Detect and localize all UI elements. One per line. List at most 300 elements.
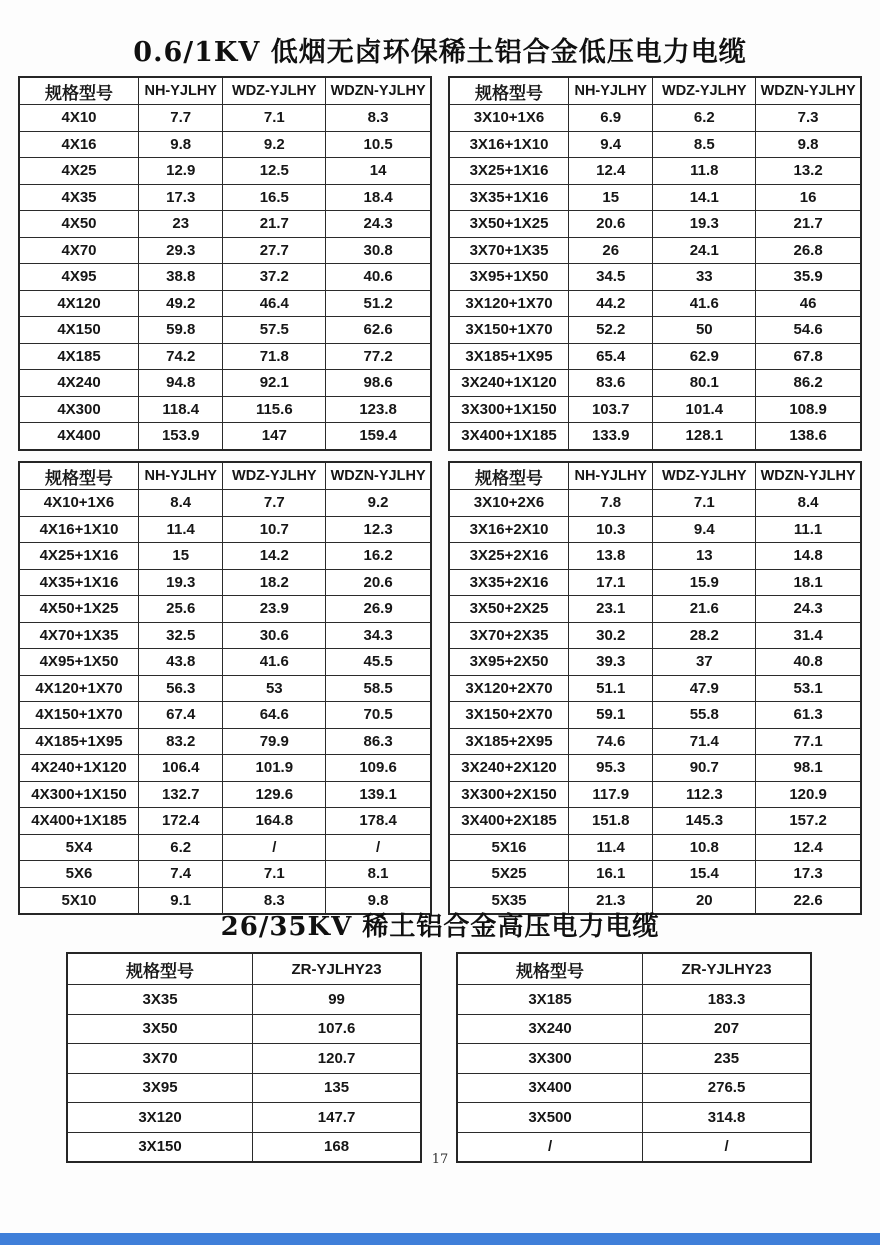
value-cell: 178.4 — [326, 808, 431, 835]
spec-cell: 4X35 — [19, 184, 139, 211]
spec-cell: 3X35+2X16 — [449, 569, 569, 596]
value-cell: 18.1 — [756, 569, 861, 596]
spec-cell: 5X4 — [19, 834, 139, 861]
hv-table-right — [456, 952, 812, 1163]
value-cell: 67.4 — [139, 702, 223, 729]
table-row — [19, 755, 431, 782]
spec-cell: 3X70+2X35 — [449, 622, 569, 649]
value-cell: 207 — [643, 1014, 811, 1044]
value-cell: 10.5 — [326, 131, 431, 158]
value-cell: 9.8 — [326, 887, 431, 914]
value-cell: 6.2 — [653, 105, 756, 132]
value-cell: 11.4 — [139, 516, 223, 543]
spec-column-header: 规格型号 — [19, 462, 139, 490]
value-cell: 106.4 — [139, 755, 223, 782]
value-cell: 11.1 — [756, 516, 861, 543]
value-cell: 112.3 — [653, 781, 756, 808]
value-cell: 9.4 — [653, 516, 756, 543]
table-row — [449, 781, 861, 808]
value-cell: 26 — [569, 237, 653, 264]
spec-cell: 4X25 — [19, 158, 139, 185]
spec-cell: 3X95+2X50 — [449, 649, 569, 676]
spec-cell: 3X400+1X185 — [449, 423, 569, 450]
value-cell: 62.9 — [653, 343, 756, 370]
table-row — [19, 211, 431, 238]
table-row — [449, 237, 861, 264]
table-row — [449, 131, 861, 158]
value-cell: 15 — [569, 184, 653, 211]
value-cell: 15.9 — [653, 569, 756, 596]
table-row — [19, 105, 431, 132]
model-column-header: ZR-YJLHY23 — [253, 953, 421, 985]
value-cell: 79.9 — [223, 728, 326, 755]
header-row — [457, 953, 811, 985]
spec-column-header: 规格型号 — [19, 77, 139, 105]
table-row — [449, 808, 861, 835]
value-cell: 103.7 — [569, 396, 653, 423]
header-row — [67, 953, 421, 985]
table-row — [457, 1044, 811, 1074]
spec-cell: 3X16+2X10 — [449, 516, 569, 543]
value-cell: 8.4 — [756, 490, 861, 517]
value-cell: 24.1 — [653, 237, 756, 264]
value-cell: 13.8 — [569, 543, 653, 570]
value-cell: 15 — [139, 543, 223, 570]
spec-cell: 3X185+2X95 — [449, 728, 569, 755]
value-cell: 38.8 — [139, 264, 223, 291]
value-cell: 37.2 — [223, 264, 326, 291]
value-cell: 117.9 — [569, 781, 653, 808]
spec-cell: 4X95 — [19, 264, 139, 291]
table-row — [19, 237, 431, 264]
value-cell: 7.1 — [223, 861, 326, 888]
value-cell: 14 — [326, 158, 431, 185]
model-column-header: WDZ-YJLHY — [223, 77, 326, 105]
value-cell: 138.6 — [756, 423, 861, 450]
page-number: 17 — [431, 1152, 449, 1167]
value-cell: 10.3 — [569, 516, 653, 543]
value-cell: 164.8 — [223, 808, 326, 835]
value-cell: 90.7 — [653, 755, 756, 782]
spec-cell: 3X300+2X150 — [449, 781, 569, 808]
spec-cell: 3X25+1X16 — [449, 158, 569, 185]
table-row — [19, 158, 431, 185]
header-row — [449, 77, 861, 105]
value-cell: 14.8 — [756, 543, 861, 570]
header-row — [19, 77, 431, 105]
model-column-header: WDZN-YJLHY — [756, 77, 861, 105]
spec-cell: 3X50+1X25 — [449, 211, 569, 238]
spec-cell: 4X25+1X16 — [19, 543, 139, 570]
value-cell: 128.1 — [653, 423, 756, 450]
value-cell: 8.4 — [139, 490, 223, 517]
table-row — [67, 985, 421, 1015]
value-cell: 80.1 — [653, 370, 756, 397]
spec-cell: 3X185+1X95 — [449, 343, 569, 370]
value-cell: 98.1 — [756, 755, 861, 782]
value-cell: 108.9 — [756, 396, 861, 423]
spec-cell: 3X240+1X120 — [449, 370, 569, 397]
model-column-header: NH-YJLHY — [139, 462, 223, 490]
table-row — [67, 1044, 421, 1074]
spec-cell: 3X70 — [67, 1044, 253, 1074]
table-row — [449, 834, 861, 861]
table-row — [449, 675, 861, 702]
value-cell: 44.2 — [569, 290, 653, 317]
value-cell: 46.4 — [223, 290, 326, 317]
spec-cell: 4X120 — [19, 290, 139, 317]
value-cell: 92.1 — [223, 370, 326, 397]
value-cell: 51.2 — [326, 290, 431, 317]
spec-cell: 4X150+1X70 — [19, 702, 139, 729]
value-cell: 34.5 — [569, 264, 653, 291]
table-row — [19, 264, 431, 291]
model-column-header: NH-YJLHY — [569, 462, 653, 490]
value-cell: 7.4 — [139, 861, 223, 888]
value-cell: 59.1 — [569, 702, 653, 729]
spec-cell: 4X16+1X10 — [19, 516, 139, 543]
table-row — [457, 985, 811, 1015]
table-row — [449, 396, 861, 423]
value-cell: 8.3 — [223, 887, 326, 914]
value-cell: 61.3 — [756, 702, 861, 729]
table-row — [67, 1073, 421, 1103]
spec-column-header: 规格型号 — [449, 462, 569, 490]
spec-cell: 4X240+1X120 — [19, 755, 139, 782]
spec-cell: 3X25+2X16 — [449, 543, 569, 570]
value-cell: 23.9 — [223, 596, 326, 623]
table-row — [19, 702, 431, 729]
value-cell: 9.2 — [223, 131, 326, 158]
spec-cell: 3X10+2X6 — [449, 490, 569, 517]
table-row — [19, 728, 431, 755]
value-cell: 183.3 — [643, 985, 811, 1015]
value-cell: 74.2 — [139, 343, 223, 370]
value-cell: 147 — [223, 423, 326, 450]
value-cell: 18.2 — [223, 569, 326, 596]
value-cell: 55.8 — [653, 702, 756, 729]
spec-cell: 3X35+1X16 — [449, 184, 569, 211]
value-cell: 14.2 — [223, 543, 326, 570]
value-cell: 157.2 — [756, 808, 861, 835]
spec-cell: 3X95+1X50 — [449, 264, 569, 291]
value-cell: / — [223, 834, 326, 861]
value-cell: 12.3 — [326, 516, 431, 543]
table-row — [449, 211, 861, 238]
table-row — [449, 343, 861, 370]
table-row — [449, 702, 861, 729]
value-cell: 23.1 — [569, 596, 653, 623]
value-cell: 53.1 — [756, 675, 861, 702]
value-cell: 120.9 — [756, 781, 861, 808]
table-row — [19, 543, 431, 570]
table-row — [19, 396, 431, 423]
spec-cell: 3X50 — [67, 1014, 253, 1044]
value-cell: 99 — [253, 985, 421, 1015]
value-cell: 20.6 — [569, 211, 653, 238]
table-row — [449, 543, 861, 570]
value-cell: 17.3 — [139, 184, 223, 211]
value-cell: 83.2 — [139, 728, 223, 755]
value-cell: 17.3 — [756, 861, 861, 888]
value-cell: 8.1 — [326, 861, 431, 888]
value-cell: 34.3 — [326, 622, 431, 649]
spec-cell: 4X10 — [19, 105, 139, 132]
spec-cell: 4X300+1X150 — [19, 781, 139, 808]
table-row — [19, 781, 431, 808]
spec-cell: 4X400+1X185 — [19, 808, 139, 835]
value-cell: 7.3 — [756, 105, 861, 132]
spec-cell: 3X50+2X25 — [449, 596, 569, 623]
value-cell: 24.3 — [756, 596, 861, 623]
value-cell: 30.2 — [569, 622, 653, 649]
model-column-header: NH-YJLHY — [139, 77, 223, 105]
value-cell: 12.9 — [139, 158, 223, 185]
spec-column-header: 规格型号 — [457, 953, 643, 985]
value-cell: 7.7 — [139, 105, 223, 132]
spec-cell: 4X95+1X50 — [19, 649, 139, 676]
value-cell: 123.8 — [326, 396, 431, 423]
table-row — [449, 290, 861, 317]
value-cell: 107.6 — [253, 1014, 421, 1044]
table-row — [457, 1014, 811, 1044]
value-cell: 39.3 — [569, 649, 653, 676]
low-voltage-section-title: 0.6/1KV 低烟无卤环保稀土铝合金低压电力电缆 — [133, 37, 747, 68]
value-cell: 57.5 — [223, 317, 326, 344]
table-row — [19, 622, 431, 649]
spec-cell: 3X120 — [67, 1103, 253, 1133]
spec-cell: 3X150+2X70 — [449, 702, 569, 729]
spec-cell: 4X50+1X25 — [19, 596, 139, 623]
value-cell: 40.6 — [326, 264, 431, 291]
value-cell: 35.9 — [756, 264, 861, 291]
bottom-accent-bar — [0, 1233, 880, 1245]
value-cell: 7.8 — [569, 490, 653, 517]
spec-cell: 3X300+1X150 — [449, 396, 569, 423]
spec-cell: 3X240 — [457, 1014, 643, 1044]
value-cell: 49.2 — [139, 290, 223, 317]
spec-cell: / — [457, 1132, 643, 1162]
value-cell: 151.8 — [569, 808, 653, 835]
value-cell: 41.6 — [653, 290, 756, 317]
spec-cell: 3X400 — [457, 1073, 643, 1103]
model-column-header: WDZN-YJLHY — [756, 462, 861, 490]
table-row — [67, 1014, 421, 1044]
value-cell: 8.3 — [326, 105, 431, 132]
value-cell: 21.7 — [223, 211, 326, 238]
value-cell: 139.1 — [326, 781, 431, 808]
value-cell: 168 — [253, 1132, 421, 1162]
value-cell: 276.5 — [643, 1073, 811, 1103]
value-cell: 132.7 — [139, 781, 223, 808]
spec-cell: 4X120+1X70 — [19, 675, 139, 702]
table-row — [449, 317, 861, 344]
value-cell: 17.1 — [569, 569, 653, 596]
table-row — [19, 675, 431, 702]
table-row — [19, 569, 431, 596]
value-cell: 41.6 — [223, 649, 326, 676]
table-row — [449, 264, 861, 291]
value-cell: 23 — [139, 211, 223, 238]
spec-cell: 4X185+1X95 — [19, 728, 139, 755]
value-cell: 74.6 — [569, 728, 653, 755]
spec-cell: 3X300 — [457, 1044, 643, 1074]
spec-column-header: 规格型号 — [449, 77, 569, 105]
value-cell: 71.4 — [653, 728, 756, 755]
value-cell: 46 — [756, 290, 861, 317]
value-cell: 9.2 — [326, 490, 431, 517]
model-column-header: WDZ-YJLHY — [653, 77, 756, 105]
value-cell: 27.7 — [223, 237, 326, 264]
value-cell: 9.8 — [756, 131, 861, 158]
value-cell: 11.8 — [653, 158, 756, 185]
value-cell: 7.1 — [653, 490, 756, 517]
value-cell: 8.5 — [653, 131, 756, 158]
spec-cell: 4X150 — [19, 317, 139, 344]
table-row — [449, 423, 861, 450]
value-cell: 20 — [653, 887, 756, 914]
spec-cell: 4X16 — [19, 131, 139, 158]
value-cell: 62.6 — [326, 317, 431, 344]
header-row — [19, 462, 431, 490]
hv-table-left — [66, 952, 422, 1163]
table-row — [19, 649, 431, 676]
value-cell: 120.7 — [253, 1044, 421, 1074]
value-cell: 13.2 — [756, 158, 861, 185]
value-cell: 25.6 — [139, 596, 223, 623]
value-cell: 101.9 — [223, 755, 326, 782]
value-cell: 9.1 — [139, 887, 223, 914]
table-row — [19, 834, 431, 861]
value-cell: 118.4 — [139, 396, 223, 423]
table-row — [19, 516, 431, 543]
table-row — [19, 343, 431, 370]
value-cell: 50 — [653, 317, 756, 344]
table-row — [449, 370, 861, 397]
value-cell: 52.2 — [569, 317, 653, 344]
spec-cell: 5X35 — [449, 887, 569, 914]
value-cell: 77.2 — [326, 343, 431, 370]
table-row — [449, 158, 861, 185]
value-cell: 6.9 — [569, 105, 653, 132]
spec-cell: 3X35 — [67, 985, 253, 1015]
value-cell: 47.9 — [653, 675, 756, 702]
value-cell: 86.2 — [756, 370, 861, 397]
value-cell: 26.8 — [756, 237, 861, 264]
high-voltage-section-title: 26/35KV 稀土铝合金高压电力电缆 — [220, 912, 660, 942]
value-cell: 29.3 — [139, 237, 223, 264]
spec-cell: 3X185 — [457, 985, 643, 1015]
value-cell: 19.3 — [653, 211, 756, 238]
value-cell: 129.6 — [223, 781, 326, 808]
table-row — [19, 290, 431, 317]
value-cell: 159.4 — [326, 423, 431, 450]
spec-cell: 4X70+1X35 — [19, 622, 139, 649]
table-row — [19, 596, 431, 623]
value-cell: 6.2 — [139, 834, 223, 861]
table-row — [19, 184, 431, 211]
table-row — [449, 516, 861, 543]
spec-cell: 3X16+1X10 — [449, 131, 569, 158]
value-cell: 7.7 — [223, 490, 326, 517]
value-cell: 109.6 — [326, 755, 431, 782]
value-cell: 19.3 — [139, 569, 223, 596]
value-cell: 86.3 — [326, 728, 431, 755]
value-cell: 37 — [653, 649, 756, 676]
value-cell: 43.8 — [139, 649, 223, 676]
value-cell: 16.5 — [223, 184, 326, 211]
value-cell: 314.8 — [643, 1103, 811, 1133]
value-cell: 31.4 — [756, 622, 861, 649]
value-cell: 9.4 — [569, 131, 653, 158]
spec-cell: 3X120+1X70 — [449, 290, 569, 317]
table-row — [19, 423, 431, 450]
value-cell: 21.6 — [653, 596, 756, 623]
value-cell: 135 — [253, 1073, 421, 1103]
value-cell: 30.6 — [223, 622, 326, 649]
value-cell: 15.4 — [653, 861, 756, 888]
value-cell: 12.4 — [569, 158, 653, 185]
spec-cell: 3X10+1X6 — [449, 105, 569, 132]
table-row — [19, 808, 431, 835]
value-cell: 11.4 — [569, 834, 653, 861]
lv-table-3plus1core — [448, 76, 862, 451]
value-cell: 172.4 — [139, 808, 223, 835]
model-column-header: NH-YJLHY — [569, 77, 653, 105]
table-row — [449, 490, 861, 517]
value-cell: 235 — [643, 1044, 811, 1074]
spec-cell: 5X16 — [449, 834, 569, 861]
table-row — [19, 317, 431, 344]
value-cell: 98.6 — [326, 370, 431, 397]
value-cell: 147.7 — [253, 1103, 421, 1133]
value-cell: 24.3 — [326, 211, 431, 238]
table-row — [19, 131, 431, 158]
value-cell: 12.4 — [756, 834, 861, 861]
model-column-header: WDZN-YJLHY — [326, 77, 431, 105]
model-column-header: WDZ-YJLHY — [223, 462, 326, 490]
value-cell: 40.8 — [756, 649, 861, 676]
model-column-header: ZR-YJLHY23 — [643, 953, 811, 985]
value-cell: 153.9 — [139, 423, 223, 450]
table-row — [449, 649, 861, 676]
value-cell: 77.1 — [756, 728, 861, 755]
header-row — [449, 462, 861, 490]
spec-cell: 3X95 — [67, 1073, 253, 1103]
value-cell: 45.5 — [326, 649, 431, 676]
value-cell: 145.3 — [653, 808, 756, 835]
value-cell: 10.8 — [653, 834, 756, 861]
spec-cell: 3X70+1X35 — [449, 237, 569, 264]
value-cell: 33 — [653, 264, 756, 291]
value-cell: 10.7 — [223, 516, 326, 543]
value-cell: 32.5 — [139, 622, 223, 649]
value-cell: 94.8 — [139, 370, 223, 397]
value-cell: 7.1 — [223, 105, 326, 132]
value-cell: 54.6 — [756, 317, 861, 344]
spec-cell: 5X25 — [449, 861, 569, 888]
spec-cell: 4X400 — [19, 423, 139, 450]
value-cell: 16 — [756, 184, 861, 211]
value-cell: 26.9 — [326, 596, 431, 623]
spec-cell: 5X6 — [19, 861, 139, 888]
spec-cell: 4X240 — [19, 370, 139, 397]
value-cell: 56.3 — [139, 675, 223, 702]
value-cell: 12.5 — [223, 158, 326, 185]
spec-cell: 4X185 — [19, 343, 139, 370]
value-cell: 65.4 — [569, 343, 653, 370]
spec-cell: 3X400+2X185 — [449, 808, 569, 835]
